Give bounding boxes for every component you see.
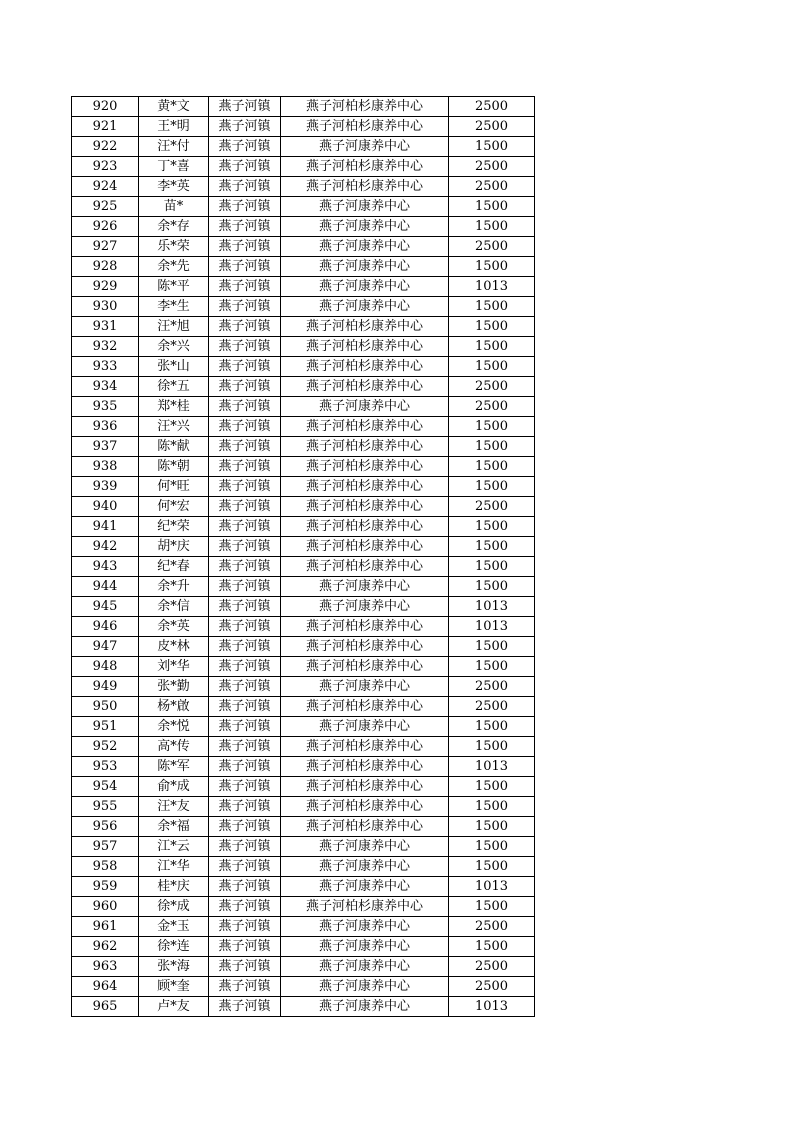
cell-number: 956 bbox=[72, 817, 139, 837]
cell-institution: 燕子河康养中心 bbox=[281, 277, 449, 297]
cell-number: 938 bbox=[72, 457, 139, 477]
cell-name: 金*玉 bbox=[139, 917, 209, 937]
cell-amount: 1500 bbox=[449, 437, 535, 457]
cell-institution: 燕子河柏杉康养中心 bbox=[281, 697, 449, 717]
cell-town: 燕子河镇 bbox=[209, 917, 281, 937]
cell-number: 933 bbox=[72, 357, 139, 377]
cell-amount: 1013 bbox=[449, 277, 535, 297]
table-body bbox=[72, 97, 535, 1017]
table-row bbox=[72, 457, 535, 477]
cell-town: 燕子河镇 bbox=[209, 597, 281, 617]
cell-amount: 1500 bbox=[449, 517, 535, 537]
cell-town: 燕子河镇 bbox=[209, 557, 281, 577]
cell-name: 汪*旭 bbox=[139, 317, 209, 337]
table-row bbox=[72, 317, 535, 337]
cell-town: 燕子河镇 bbox=[209, 257, 281, 277]
cell-number: 932 bbox=[72, 337, 139, 357]
cell-town: 燕子河镇 bbox=[209, 877, 281, 897]
table-row bbox=[72, 117, 535, 137]
cell-town: 燕子河镇 bbox=[209, 277, 281, 297]
cell-town: 燕子河镇 bbox=[209, 117, 281, 137]
cell-amount: 2500 bbox=[449, 977, 535, 997]
table-row bbox=[72, 257, 535, 277]
table-row bbox=[72, 237, 535, 257]
cell-amount: 2500 bbox=[449, 97, 535, 117]
cell-amount: 1013 bbox=[449, 617, 535, 637]
table-row bbox=[72, 877, 535, 897]
cell-name: 余*福 bbox=[139, 817, 209, 837]
cell-town: 燕子河镇 bbox=[209, 937, 281, 957]
cell-town: 燕子河镇 bbox=[209, 337, 281, 357]
cell-town: 燕子河镇 bbox=[209, 97, 281, 117]
cell-name: 余*兴 bbox=[139, 337, 209, 357]
cell-number: 925 bbox=[72, 197, 139, 217]
cell-institution: 燕子河康养中心 bbox=[281, 977, 449, 997]
cell-number: 951 bbox=[72, 717, 139, 737]
cell-institution: 燕子河柏杉康养中心 bbox=[281, 417, 449, 437]
cell-institution: 燕子河柏杉康养中心 bbox=[281, 497, 449, 517]
cell-town: 燕子河镇 bbox=[209, 297, 281, 317]
cell-name: 刘*华 bbox=[139, 657, 209, 677]
cell-name: 汪*付 bbox=[139, 137, 209, 157]
cell-name: 汪*兴 bbox=[139, 417, 209, 437]
cell-name: 郑*桂 bbox=[139, 397, 209, 417]
cell-number: 959 bbox=[72, 877, 139, 897]
cell-town: 燕子河镇 bbox=[209, 497, 281, 517]
cell-amount: 1500 bbox=[449, 357, 535, 377]
cell-town: 燕子河镇 bbox=[209, 957, 281, 977]
cell-town: 燕子河镇 bbox=[209, 677, 281, 697]
cell-name: 乐*荣 bbox=[139, 237, 209, 257]
table-row bbox=[72, 557, 535, 577]
cell-town: 燕子河镇 bbox=[209, 837, 281, 857]
cell-number: 923 bbox=[72, 157, 139, 177]
cell-amount: 1500 bbox=[449, 777, 535, 797]
cell-amount: 2500 bbox=[449, 157, 535, 177]
cell-number: 955 bbox=[72, 797, 139, 817]
cell-institution: 燕子河柏杉康养中心 bbox=[281, 617, 449, 637]
table-row bbox=[72, 217, 535, 237]
cell-amount: 1500 bbox=[449, 137, 535, 157]
table-row bbox=[72, 977, 535, 997]
cell-town: 燕子河镇 bbox=[209, 817, 281, 837]
table-row bbox=[72, 717, 535, 737]
cell-number: 934 bbox=[72, 377, 139, 397]
cell-name: 李*生 bbox=[139, 297, 209, 317]
cell-amount: 2500 bbox=[449, 957, 535, 977]
cell-town: 燕子河镇 bbox=[209, 777, 281, 797]
cell-institution: 燕子河柏杉康养中心 bbox=[281, 557, 449, 577]
cell-amount: 2500 bbox=[449, 497, 535, 517]
cell-number: 928 bbox=[72, 257, 139, 277]
cell-institution: 燕子河康养中心 bbox=[281, 217, 449, 237]
cell-number: 950 bbox=[72, 697, 139, 717]
table-row bbox=[72, 157, 535, 177]
cell-amount: 1500 bbox=[449, 317, 535, 337]
cell-name: 汪*友 bbox=[139, 797, 209, 817]
cell-number: 939 bbox=[72, 477, 139, 497]
cell-number: 929 bbox=[72, 277, 139, 297]
cell-name: 顾*奎 bbox=[139, 977, 209, 997]
cell-town: 燕子河镇 bbox=[209, 517, 281, 537]
cell-institution: 燕子河柏杉康养中心 bbox=[281, 797, 449, 817]
cell-name: 纪*荣 bbox=[139, 517, 209, 537]
cell-town: 燕子河镇 bbox=[209, 237, 281, 257]
cell-institution: 燕子河柏杉康养中心 bbox=[281, 357, 449, 377]
table-row bbox=[72, 577, 535, 597]
cell-name: 俞*成 bbox=[139, 777, 209, 797]
table-row bbox=[72, 937, 535, 957]
cell-amount: 2500 bbox=[449, 177, 535, 197]
cell-number: 947 bbox=[72, 637, 139, 657]
cell-number: 940 bbox=[72, 497, 139, 517]
cell-amount: 1500 bbox=[449, 417, 535, 437]
cell-amount: 1500 bbox=[449, 737, 535, 757]
cell-name: 纪*春 bbox=[139, 557, 209, 577]
cell-institution: 燕子河柏杉康养中心 bbox=[281, 157, 449, 177]
cell-amount: 1500 bbox=[449, 337, 535, 357]
cell-name: 徐*五 bbox=[139, 377, 209, 397]
cell-institution: 燕子河康养中心 bbox=[281, 597, 449, 617]
cell-amount: 2500 bbox=[449, 677, 535, 697]
cell-town: 燕子河镇 bbox=[209, 477, 281, 497]
cell-name: 陈*献 bbox=[139, 437, 209, 457]
table-row bbox=[72, 597, 535, 617]
cell-number: 965 bbox=[72, 997, 139, 1017]
cell-town: 燕子河镇 bbox=[209, 637, 281, 657]
cell-amount: 1500 bbox=[449, 477, 535, 497]
cell-institution: 燕子河康养中心 bbox=[281, 577, 449, 597]
cell-number: 964 bbox=[72, 977, 139, 997]
cell-institution: 燕子河柏杉康养中心 bbox=[281, 537, 449, 557]
table-row bbox=[72, 357, 535, 377]
cell-town: 燕子河镇 bbox=[209, 717, 281, 737]
cell-town: 燕子河镇 bbox=[209, 397, 281, 417]
cell-town: 燕子河镇 bbox=[209, 737, 281, 757]
cell-institution: 燕子河康养中心 bbox=[281, 397, 449, 417]
table-row bbox=[72, 757, 535, 777]
cell-name: 高*传 bbox=[139, 737, 209, 757]
cell-institution: 燕子河柏杉康养中心 bbox=[281, 657, 449, 677]
cell-town: 燕子河镇 bbox=[209, 417, 281, 437]
cell-town: 燕子河镇 bbox=[209, 577, 281, 597]
cell-amount: 2500 bbox=[449, 917, 535, 937]
cell-number: 941 bbox=[72, 517, 139, 537]
cell-institution: 燕子河柏杉康养中心 bbox=[281, 897, 449, 917]
cell-name: 江*华 bbox=[139, 857, 209, 877]
cell-number: 926 bbox=[72, 217, 139, 237]
cell-institution: 燕子河柏杉康养中心 bbox=[281, 637, 449, 657]
cell-number: 927 bbox=[72, 237, 139, 257]
cell-name: 余*悦 bbox=[139, 717, 209, 737]
cell-amount: 1500 bbox=[449, 297, 535, 317]
cell-amount: 2500 bbox=[449, 377, 535, 397]
cell-name: 丁*喜 bbox=[139, 157, 209, 177]
cell-number: 937 bbox=[72, 437, 139, 457]
cell-amount: 1013 bbox=[449, 877, 535, 897]
cell-institution: 燕子河康养中心 bbox=[281, 237, 449, 257]
cell-number: 945 bbox=[72, 597, 139, 617]
table-row bbox=[72, 397, 535, 417]
cell-name: 何*宏 bbox=[139, 497, 209, 517]
cell-name: 陈*平 bbox=[139, 277, 209, 297]
cell-town: 燕子河镇 bbox=[209, 317, 281, 337]
cell-name: 胡*庆 bbox=[139, 537, 209, 557]
table-row bbox=[72, 417, 535, 437]
table-row bbox=[72, 777, 535, 797]
cell-town: 燕子河镇 bbox=[209, 997, 281, 1017]
data-table bbox=[71, 96, 535, 1017]
cell-town: 燕子河镇 bbox=[209, 537, 281, 557]
table-row bbox=[72, 657, 535, 677]
cell-name: 余*英 bbox=[139, 617, 209, 637]
cell-name: 余*信 bbox=[139, 597, 209, 617]
cell-institution: 燕子河康养中心 bbox=[281, 297, 449, 317]
cell-institution: 燕子河柏杉康养中心 bbox=[281, 777, 449, 797]
cell-institution: 燕子河康养中心 bbox=[281, 857, 449, 877]
cell-name: 徐*连 bbox=[139, 937, 209, 957]
cell-town: 燕子河镇 bbox=[209, 357, 281, 377]
cell-institution: 燕子河柏杉康养中心 bbox=[281, 337, 449, 357]
cell-town: 燕子河镇 bbox=[209, 857, 281, 877]
cell-town: 燕子河镇 bbox=[209, 697, 281, 717]
cell-institution: 燕子河柏杉康养中心 bbox=[281, 477, 449, 497]
cell-name: 皮*林 bbox=[139, 637, 209, 657]
cell-name: 李*英 bbox=[139, 177, 209, 197]
cell-amount: 1500 bbox=[449, 857, 535, 877]
cell-amount: 1013 bbox=[449, 757, 535, 777]
cell-institution: 燕子河康养中心 bbox=[281, 257, 449, 277]
cell-town: 燕子河镇 bbox=[209, 177, 281, 197]
cell-amount: 2500 bbox=[449, 397, 535, 417]
cell-number: 922 bbox=[72, 137, 139, 157]
cell-number: 953 bbox=[72, 757, 139, 777]
cell-name: 徐*成 bbox=[139, 897, 209, 917]
cell-number: 935 bbox=[72, 397, 139, 417]
cell-amount: 1500 bbox=[449, 797, 535, 817]
cell-institution: 燕子河柏杉康养中心 bbox=[281, 817, 449, 837]
table-row bbox=[72, 637, 535, 657]
cell-name: 余*先 bbox=[139, 257, 209, 277]
cell-number: 936 bbox=[72, 417, 139, 437]
cell-name: 何*旺 bbox=[139, 477, 209, 497]
cell-name: 陈*军 bbox=[139, 757, 209, 777]
cell-amount: 1500 bbox=[449, 897, 535, 917]
cell-institution: 燕子河柏杉康养中心 bbox=[281, 517, 449, 537]
table-row bbox=[72, 837, 535, 857]
cell-institution: 燕子河康养中心 bbox=[281, 197, 449, 217]
table-row bbox=[72, 197, 535, 217]
cell-number: 942 bbox=[72, 537, 139, 557]
cell-number: 954 bbox=[72, 777, 139, 797]
cell-name: 卢*友 bbox=[139, 997, 209, 1017]
table-row bbox=[72, 797, 535, 817]
cell-institution: 燕子河柏杉康养中心 bbox=[281, 117, 449, 137]
cell-town: 燕子河镇 bbox=[209, 377, 281, 397]
cell-amount: 1500 bbox=[449, 637, 535, 657]
cell-name: 张*海 bbox=[139, 957, 209, 977]
cell-amount: 2500 bbox=[449, 237, 535, 257]
cell-name: 杨*啟 bbox=[139, 697, 209, 717]
cell-town: 燕子河镇 bbox=[209, 617, 281, 637]
cell-amount: 1500 bbox=[449, 457, 535, 477]
table-row bbox=[72, 137, 535, 157]
cell-institution: 燕子河康养中心 bbox=[281, 837, 449, 857]
cell-institution: 燕子河柏杉康养中心 bbox=[281, 177, 449, 197]
cell-amount: 1013 bbox=[449, 597, 535, 617]
cell-amount: 1500 bbox=[449, 257, 535, 277]
cell-amount: 1500 bbox=[449, 937, 535, 957]
cell-institution: 燕子河柏杉康养中心 bbox=[281, 377, 449, 397]
cell-amount: 2500 bbox=[449, 117, 535, 137]
cell-institution: 燕子河康养中心 bbox=[281, 137, 449, 157]
cell-name: 张*勤 bbox=[139, 677, 209, 697]
cell-institution: 燕子河柏杉康养中心 bbox=[281, 757, 449, 777]
cell-number: 949 bbox=[72, 677, 139, 697]
cell-amount: 1500 bbox=[449, 717, 535, 737]
cell-town: 燕子河镇 bbox=[209, 217, 281, 237]
cell-amount: 1500 bbox=[449, 817, 535, 837]
cell-institution: 燕子河康养中心 bbox=[281, 917, 449, 937]
cell-amount: 1013 bbox=[449, 997, 535, 1017]
table-row bbox=[72, 697, 535, 717]
table-row bbox=[72, 817, 535, 837]
cell-name: 王*明 bbox=[139, 117, 209, 137]
cell-town: 燕子河镇 bbox=[209, 197, 281, 217]
cell-institution: 燕子河康养中心 bbox=[281, 937, 449, 957]
table-row bbox=[72, 517, 535, 537]
cell-town: 燕子河镇 bbox=[209, 157, 281, 177]
cell-amount: 1500 bbox=[449, 577, 535, 597]
cell-number: 952 bbox=[72, 737, 139, 757]
table-row bbox=[72, 277, 535, 297]
table-row bbox=[72, 917, 535, 937]
cell-institution: 燕子河柏杉康养中心 bbox=[281, 737, 449, 757]
table-row bbox=[72, 897, 535, 917]
cell-institution: 燕子河康养中心 bbox=[281, 957, 449, 977]
cell-number: 961 bbox=[72, 917, 139, 937]
cell-number: 958 bbox=[72, 857, 139, 877]
cell-town: 燕子河镇 bbox=[209, 457, 281, 477]
table-row bbox=[72, 617, 535, 637]
cell-number: 924 bbox=[72, 177, 139, 197]
table-row bbox=[72, 677, 535, 697]
cell-number: 931 bbox=[72, 317, 139, 337]
cell-institution: 燕子河柏杉康养中心 bbox=[281, 97, 449, 117]
table-row bbox=[72, 957, 535, 977]
cell-number: 948 bbox=[72, 657, 139, 677]
cell-institution: 燕子河康养中心 bbox=[281, 677, 449, 697]
cell-name: 余*存 bbox=[139, 217, 209, 237]
cell-amount: 2500 bbox=[449, 697, 535, 717]
cell-town: 燕子河镇 bbox=[209, 757, 281, 777]
cell-name: 桂*庆 bbox=[139, 877, 209, 897]
cell-amount: 1500 bbox=[449, 837, 535, 857]
cell-town: 燕子河镇 bbox=[209, 897, 281, 917]
cell-number: 944 bbox=[72, 577, 139, 597]
cell-number: 943 bbox=[72, 557, 139, 577]
cell-name: 余*升 bbox=[139, 577, 209, 597]
cell-town: 燕子河镇 bbox=[209, 137, 281, 157]
table-row bbox=[72, 437, 535, 457]
cell-name: 黄*文 bbox=[139, 97, 209, 117]
cell-institution: 燕子河康养中心 bbox=[281, 717, 449, 737]
cell-amount: 1500 bbox=[449, 217, 535, 237]
cell-number: 957 bbox=[72, 837, 139, 857]
table-row bbox=[72, 297, 535, 317]
cell-institution: 燕子河康养中心 bbox=[281, 877, 449, 897]
cell-town: 燕子河镇 bbox=[209, 977, 281, 997]
cell-number: 930 bbox=[72, 297, 139, 317]
cell-institution: 燕子河柏杉康养中心 bbox=[281, 437, 449, 457]
table-row bbox=[72, 997, 535, 1017]
table-row bbox=[72, 497, 535, 517]
cell-name: 江*云 bbox=[139, 837, 209, 857]
cell-amount: 1500 bbox=[449, 557, 535, 577]
cell-institution: 燕子河柏杉康养中心 bbox=[281, 317, 449, 337]
cell-institution: 燕子河康养中心 bbox=[281, 997, 449, 1017]
cell-name: 苗* bbox=[139, 197, 209, 217]
cell-amount: 1500 bbox=[449, 657, 535, 677]
table-row bbox=[72, 177, 535, 197]
table-row bbox=[72, 377, 535, 397]
table-row bbox=[72, 97, 535, 117]
cell-name: 张*山 bbox=[139, 357, 209, 377]
cell-town: 燕子河镇 bbox=[209, 797, 281, 817]
cell-number: 946 bbox=[72, 617, 139, 637]
cell-amount: 1500 bbox=[449, 537, 535, 557]
cell-number: 921 bbox=[72, 117, 139, 137]
cell-number: 960 bbox=[72, 897, 139, 917]
cell-number: 963 bbox=[72, 957, 139, 977]
cell-amount: 1500 bbox=[449, 197, 535, 217]
cell-town: 燕子河镇 bbox=[209, 657, 281, 677]
table-row bbox=[72, 737, 535, 757]
table-row bbox=[72, 477, 535, 497]
table-row bbox=[72, 857, 535, 877]
table-row bbox=[72, 337, 535, 357]
cell-institution: 燕子河柏杉康养中心 bbox=[281, 457, 449, 477]
cell-number: 920 bbox=[72, 97, 139, 117]
cell-number: 962 bbox=[72, 937, 139, 957]
table-row bbox=[72, 537, 535, 557]
cell-town: 燕子河镇 bbox=[209, 437, 281, 457]
cell-name: 陈*朝 bbox=[139, 457, 209, 477]
